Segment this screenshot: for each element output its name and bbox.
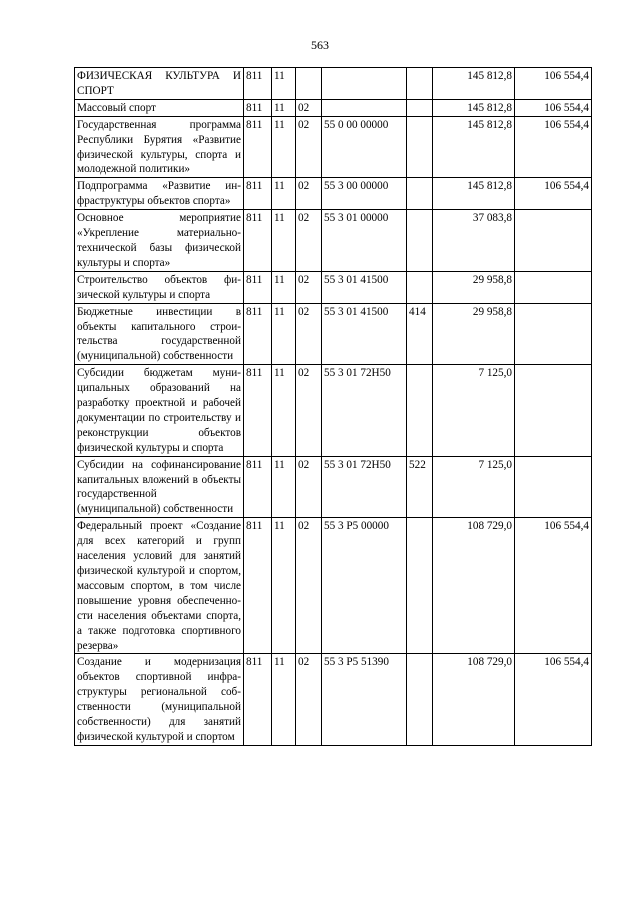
table-row: [75, 271, 592, 303]
target-article-code: 55 3 00 00000: [322, 178, 407, 210]
section-code: 11: [272, 116, 296, 178]
ministry-code: 811: [244, 303, 272, 365]
expense-type-code: [407, 68, 433, 100]
ministry-code: 811: [244, 271, 272, 303]
section-code: 11: [272, 99, 296, 116]
sum-1: 108 729,0: [433, 518, 515, 654]
expense-type-code: [407, 271, 433, 303]
subsection-code: 02: [296, 116, 322, 178]
table-row: [75, 654, 592, 745]
sum-1: 37 083,8: [433, 210, 515, 272]
sum-1: 145 812,8: [433, 178, 515, 210]
expense-type-code: [407, 210, 433, 272]
table-row: [75, 303, 592, 365]
expense-type-code: [407, 654, 433, 745]
subsection-code: 02: [296, 654, 322, 745]
sum-2: 106 554,4: [515, 654, 592, 745]
sum-1: 7 125,0: [433, 365, 515, 456]
section-code: 11: [272, 365, 296, 456]
subsection-code: 02: [296, 271, 322, 303]
target-article-code: 55 3 01 72Н50: [322, 365, 407, 456]
sum-2: [515, 210, 592, 272]
ministry-code: 811: [244, 99, 272, 116]
section-code: 11: [272, 68, 296, 100]
table-row: [75, 68, 592, 100]
sum-2: 106 554,4: [515, 99, 592, 116]
section-code: 11: [272, 178, 296, 210]
budget-table: [74, 67, 592, 746]
row-name: ФИЗИЧЕСКАЯ КУЛЬТУРА И СПОРТ: [75, 68, 244, 100]
ministry-code: 811: [244, 68, 272, 100]
target-article-code: 55 3 01 00000: [322, 210, 407, 272]
row-name: Федеральный проект «Создание для всех категорий и групп населения условий для занятий физической культурой и спортом, массовым спортом, в том числе повышение уровня обеспеченности населения объектами спорта, а также подготовка спортивного резерва»: [75, 518, 244, 654]
table-row: [75, 116, 592, 178]
sum-2: 106 554,4: [515, 178, 592, 210]
target-article-code: 55 3 01 72Н50: [322, 456, 407, 518]
sum-1: 108 729,0: [433, 654, 515, 745]
page-number: 563: [311, 38, 329, 52]
row-name: Массовый спорт: [75, 99, 244, 116]
expense-type-code: [407, 365, 433, 456]
expense-type-code: [407, 99, 433, 116]
sum-1: 29 958,8: [433, 303, 515, 365]
row-name: Субсидии на софинансирование капитальных вложений в объекты государственной (муниципальной) собственности: [75, 456, 244, 518]
sum-1: 145 812,8: [433, 116, 515, 178]
target-article-code: 55 3 P5 00000: [322, 518, 407, 654]
ministry-code: 811: [244, 654, 272, 745]
sum-2: [515, 456, 592, 518]
sum-2: [515, 303, 592, 365]
sum-1: 145 812,8: [433, 68, 515, 100]
sum-1: 145 812,8: [433, 99, 515, 116]
row-name: Создание и модернизация объектов спортивной инфраструктуры региональной собственности (муниципальной собственности) для занятий физической культурой и спортом: [75, 654, 244, 745]
section-code: 11: [272, 456, 296, 518]
table-row: [75, 210, 592, 272]
target-article-code: 55 3 01 41500: [322, 271, 407, 303]
target-article-code: 55 3 P5 51390: [322, 654, 407, 745]
sum-2: 106 554,4: [515, 518, 592, 654]
section-code: 11: [272, 303, 296, 365]
subsection-code: 02: [296, 365, 322, 456]
row-name: Строительство объектов физической культуры и спорта: [75, 271, 244, 303]
subsection-code: 02: [296, 456, 322, 518]
section-code: 11: [272, 518, 296, 654]
table-row: [75, 365, 592, 456]
subsection-code: [296, 68, 322, 100]
sum-1: 29 958,8: [433, 271, 515, 303]
table-row: [75, 518, 592, 654]
table-row: [75, 456, 592, 518]
row-name: Бюджетные инвестиции в объекты капитального строительства государственной (муниципальной) собственности: [75, 303, 244, 365]
target-article-code: [322, 99, 407, 116]
table-row: [75, 178, 592, 210]
subsection-code: 02: [296, 210, 322, 272]
section-code: 11: [272, 654, 296, 745]
row-name: Подпрограмма «Развитие инфраструктуры объектов спорта»: [75, 178, 244, 210]
expense-type-code: 414: [407, 303, 433, 365]
sum-2: 106 554,4: [515, 116, 592, 178]
expense-type-code: 522: [407, 456, 433, 518]
row-name: Основное мероприятие «Укрепление материально-технической базы физической культуры и спорта»: [75, 210, 244, 272]
table-row: [75, 99, 592, 116]
section-code: 11: [272, 271, 296, 303]
section-code: 11: [272, 210, 296, 272]
ministry-code: 811: [244, 116, 272, 178]
ministry-code: 811: [244, 456, 272, 518]
row-name: Субсидии бюджетам муниципальных образований на разработку проектной и рабочей документации по строительству и реконструкции объектов физической культуры и спорта: [75, 365, 244, 456]
ministry-code: 811: [244, 210, 272, 272]
subsection-code: 02: [296, 178, 322, 210]
expense-type-code: [407, 518, 433, 654]
target-article-code: 55 3 01 41500: [322, 303, 407, 365]
expense-type-code: [407, 178, 433, 210]
table-body: [75, 68, 592, 746]
ministry-code: 811: [244, 365, 272, 456]
sum-2: 106 554,4: [515, 68, 592, 100]
subsection-code: 02: [296, 518, 322, 654]
subsection-code: 02: [296, 303, 322, 365]
ministry-code: 811: [244, 178, 272, 210]
target-article-code: 55 0 00 00000: [322, 116, 407, 178]
target-article-code: [322, 68, 407, 100]
row-name: Государственная программа Республики Бурятия «Развитие физической культуры, спорта и молодежной политики»: [75, 116, 244, 178]
sum-1: 7 125,0: [433, 456, 515, 518]
sum-2: [515, 365, 592, 456]
sum-2: [515, 271, 592, 303]
ministry-code: 811: [244, 518, 272, 654]
expense-type-code: [407, 116, 433, 178]
subsection-code: 02: [296, 99, 322, 116]
